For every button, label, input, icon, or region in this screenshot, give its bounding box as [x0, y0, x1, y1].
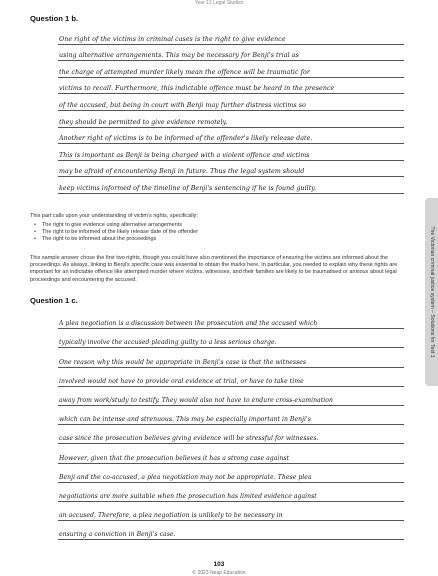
answer-line: [58, 111, 404, 128]
question-1c-heading: Question 1 c.: [30, 296, 78, 305]
explanation-body: This sample answer chose the first two rights, though you could have also mentioned the importance of ensuring the victims are informed about the proceedings. As always, linking to Benji's specific case was essential to obtain the marks here. In particular, you needed to explain why these rights are important for an indictable offence like attempted murder where victims, witnesses, and their families are likely to be traumatised or anxious about legal proceedings and encountering the accused.: [30, 255, 398, 283]
answer-line: [58, 387, 404, 406]
answer-line: [58, 177, 404, 194]
list-item: • The right to be informed about the proceedings: [34, 236, 394, 243]
header-strip: Year 12 Legal Studies: [194, 0, 244, 6]
answer-line: [58, 61, 404, 78]
page-number: 103: [213, 561, 225, 568]
answer-text: the charge of attempted murder likely mean the offence will be traumatic for: [59, 68, 310, 76]
answer-1c-block: [58, 310, 404, 540]
answer-line: [58, 406, 404, 425]
list-item: • The right to give evidence using alternative arrangements: [34, 222, 394, 229]
answer-text: keep victims informed of the timeline of Benji's sentencing if he is found guilty.: [59, 184, 317, 192]
answer-line: [58, 521, 404, 540]
answer-line: [58, 425, 404, 444]
answer-text: involved would not have to provide oral evidence at trial, or have to take time: [59, 377, 304, 385]
answer-line: [58, 128, 404, 145]
answer-text: However, given that the prosecution believes it has a strong case against: [59, 454, 290, 462]
answer-line: [58, 502, 404, 521]
answer-line: [58, 161, 404, 178]
answer-text: using alternative arrangements. This may be necessary for Benji's trial as: [59, 52, 299, 60]
answer-text: they should be permitted to give evidence remotely.: [59, 118, 228, 126]
side-tab-label: The Victorian criminal justice system – Solutions for Test 1: [428, 226, 435, 358]
answer-text: Benji and the co-accused, a plea negotiation may not be appropriate. These plea: [59, 473, 312, 481]
answer-line: [58, 329, 404, 348]
copyright-notice: © 2023 Neap Education: [192, 570, 246, 576]
rights-list: [34, 222, 394, 244]
answer-line: [58, 78, 404, 95]
answer-line: [58, 368, 404, 387]
answer-line: [58, 45, 404, 62]
explanation-intro: This part calls upon your understanding of victim's rights, specifically:: [30, 213, 198, 219]
answer-text: an accused. Therefore, a plea negotiation is unlikely to be necessary in: [59, 512, 283, 520]
answer-text: One reason why this would be appropriate in Benji's case is that the witnesses: [59, 358, 307, 366]
answer-text: may be afraid of encountering Benji in future. Thus the legal system should: [59, 168, 305, 176]
answer-line: [58, 483, 404, 502]
answer-line: [58, 144, 404, 161]
answer-text: case since the prosecution believes giving evidence will be stressful for witnesses.: [59, 435, 319, 443]
list-item: • The right to be informed of the likely release date of the offender: [34, 229, 394, 236]
answer-text: of the accused, but being in court with Benji may further distress victims so: [59, 101, 306, 109]
answer-1b-block: [58, 28, 404, 194]
section-side-tab: [425, 198, 438, 386]
answer-line: [58, 28, 404, 45]
question-1b-heading: Question 1 b.: [30, 14, 79, 23]
answer-text: typically involve the accused pleading guilty to a less serious charge.: [59, 339, 277, 347]
answer-text: One right of the victims in criminal cases is the right to give evidence: [59, 35, 286, 43]
answer-text: which can be intense and strenuous. This may be especially important in Benji's: [59, 416, 311, 424]
answer-text: ensuring a conviction in Benji's case.: [59, 531, 176, 539]
answer-line: [58, 348, 404, 367]
answer-line: [58, 94, 404, 111]
answer-text: negotiations are more suitable when the prosecution has limited evidence against: [59, 492, 317, 500]
answer-line: [58, 310, 404, 329]
answer-line: [58, 444, 404, 463]
answer-text: A plea negotiation is a discussion between the prosecution and the accused which: [59, 320, 318, 328]
answer-text: This is important as Benji is being charged with a violent offence and victims: [59, 151, 310, 159]
answer-text: Another right of victims is to be informed of the offender's likely release date.: [59, 135, 313, 143]
answer-line: [58, 464, 404, 483]
answer-text: away from work/study to testify. They would also not have to endure cross-examination: [59, 396, 333, 404]
answer-text: victims to recall. Furthermore, this indictable offence must be heard in the presence: [59, 85, 335, 93]
